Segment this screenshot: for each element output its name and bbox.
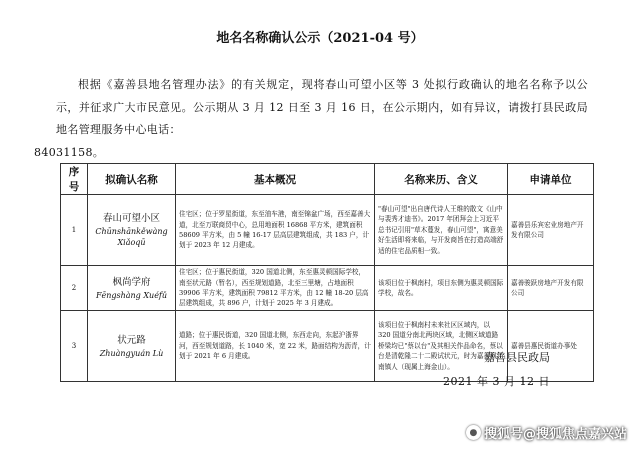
place-name-pinyin: Chūnshānkěwàng Xiǎoqū — [95, 227, 168, 247]
row-number: 1 — [61, 195, 88, 266]
applicant-cell: 嘉善县惠民街道办事处 — [508, 311, 594, 382]
watermark-text: 搜狐号@搜狐焦点嘉兴站 — [483, 427, 627, 442]
place-name-chinese: 状元路 — [117, 334, 146, 346]
paw-icon: ● — [466, 425, 481, 440]
place-name-cell — [88, 266, 176, 311]
row-number: 3 — [61, 311, 88, 382]
table-row — [61, 311, 594, 382]
page-title: 地名名称确认公示（2021-04 号） — [216, 31, 424, 46]
header-applicant: 申请单位 — [508, 164, 594, 195]
issue-date: 2021 年 3 月 12 日 — [443, 375, 550, 388]
overview-cell: 道路；位于惠民街道，320 国道北侧，东西走向，东起沪浙界河，西至规划道路，长 1040 米，宽 22 米，路面结构为沥青，计划于 2021 年 6 月建成。 — [176, 311, 375, 382]
overview-cell: 住宅区；位于惠民街道，320 国道北侧，东至惠灵顿国际学校，南至状元路（暂名），西至规划道路，北至三里塘，占地面积 39906 平方米，建筑面积 79812 平方米，由 12 幢 18-20 层高层建筑组成，共 896 户，计划于 2025 年 3 月建成。 — [176, 266, 375, 311]
place-name-pinyin: Zhuàngyuán Lù — [99, 348, 164, 358]
applicant-cell: 嘉善骏跃房地产开发有限公司 — [508, 266, 594, 311]
header-overview: 基本概况 — [176, 164, 375, 195]
place-name-cell — [88, 311, 176, 382]
place-name-cell — [88, 195, 176, 266]
row-number: 2 — [61, 266, 88, 311]
header-origin: 名称来历、含义 — [375, 164, 508, 195]
notice-text: 根据《嘉善县地名管理办法》的有关规定，现将春山可望小区等 3 处拟行政确认的地名名称予以公示，并征求广大市民意见。公示期从 3 月 12 日至 3 月 16 日，在公示期内，如有异议，请拨打县民政局地名管理服务中心电话： — [56, 78, 588, 136]
place-name-chinese: 春山可望小区 — [102, 213, 160, 224]
overview-cell: 住宅区；位于罗星街道，东至油车港，南至锦盆广场，西至嘉善大道，北至万联商贸中心，总用地面积 16868 平方米，建筑面积 58609 平方米，由 5 幢 16-17 层高层建筑组成，共 183 户，计划于 2023 年 12 月建成。 — [176, 195, 375, 266]
notice-paragraph — [34, 74, 588, 164]
header-no: 序号 — [61, 164, 88, 195]
origin-cell: 该项目位于枫南村，项目东侧为惠灵顿国际学校，故名。 — [375, 266, 508, 311]
applicant-cell: 嘉善县乐宾宏业房地产开发有限公司 — [508, 195, 594, 266]
origin-cell: 该项目位于枫南村未来社区区域内，以 320 国道分南北两块区域，北侧区域道路桥梁均已"蔡以台"及其相关作品命名，蔡以台是清乾隆二十二殿试状元，时为嘉善枫泾南镇人（现属上海金山）。 — [375, 311, 508, 382]
header-name: 拟确认名称 — [88, 164, 176, 195]
issuing-organization: 嘉善县民政局 — [484, 351, 550, 364]
origin-cell: "春山可望"出自唐代诗人王维的散文《山中与裴秀才迪书》。2017 年团拜会上习近平总书记引用"草木蔓发，春山可望"，寓意美好生活即将来临，与开发商旨在打造高端舒适的住宅品质相一致。 — [375, 195, 508, 266]
place-name-pinyin: Fēngshàng Xuéfǔ — [95, 290, 168, 300]
place-name-chinese: 枫尚学府 — [112, 276, 151, 288]
table-row — [61, 266, 594, 311]
watermark — [466, 423, 627, 442]
table-header-row — [61, 164, 594, 195]
phone-number: 84031158。 — [34, 145, 105, 159]
table-row — [61, 195, 594, 266]
